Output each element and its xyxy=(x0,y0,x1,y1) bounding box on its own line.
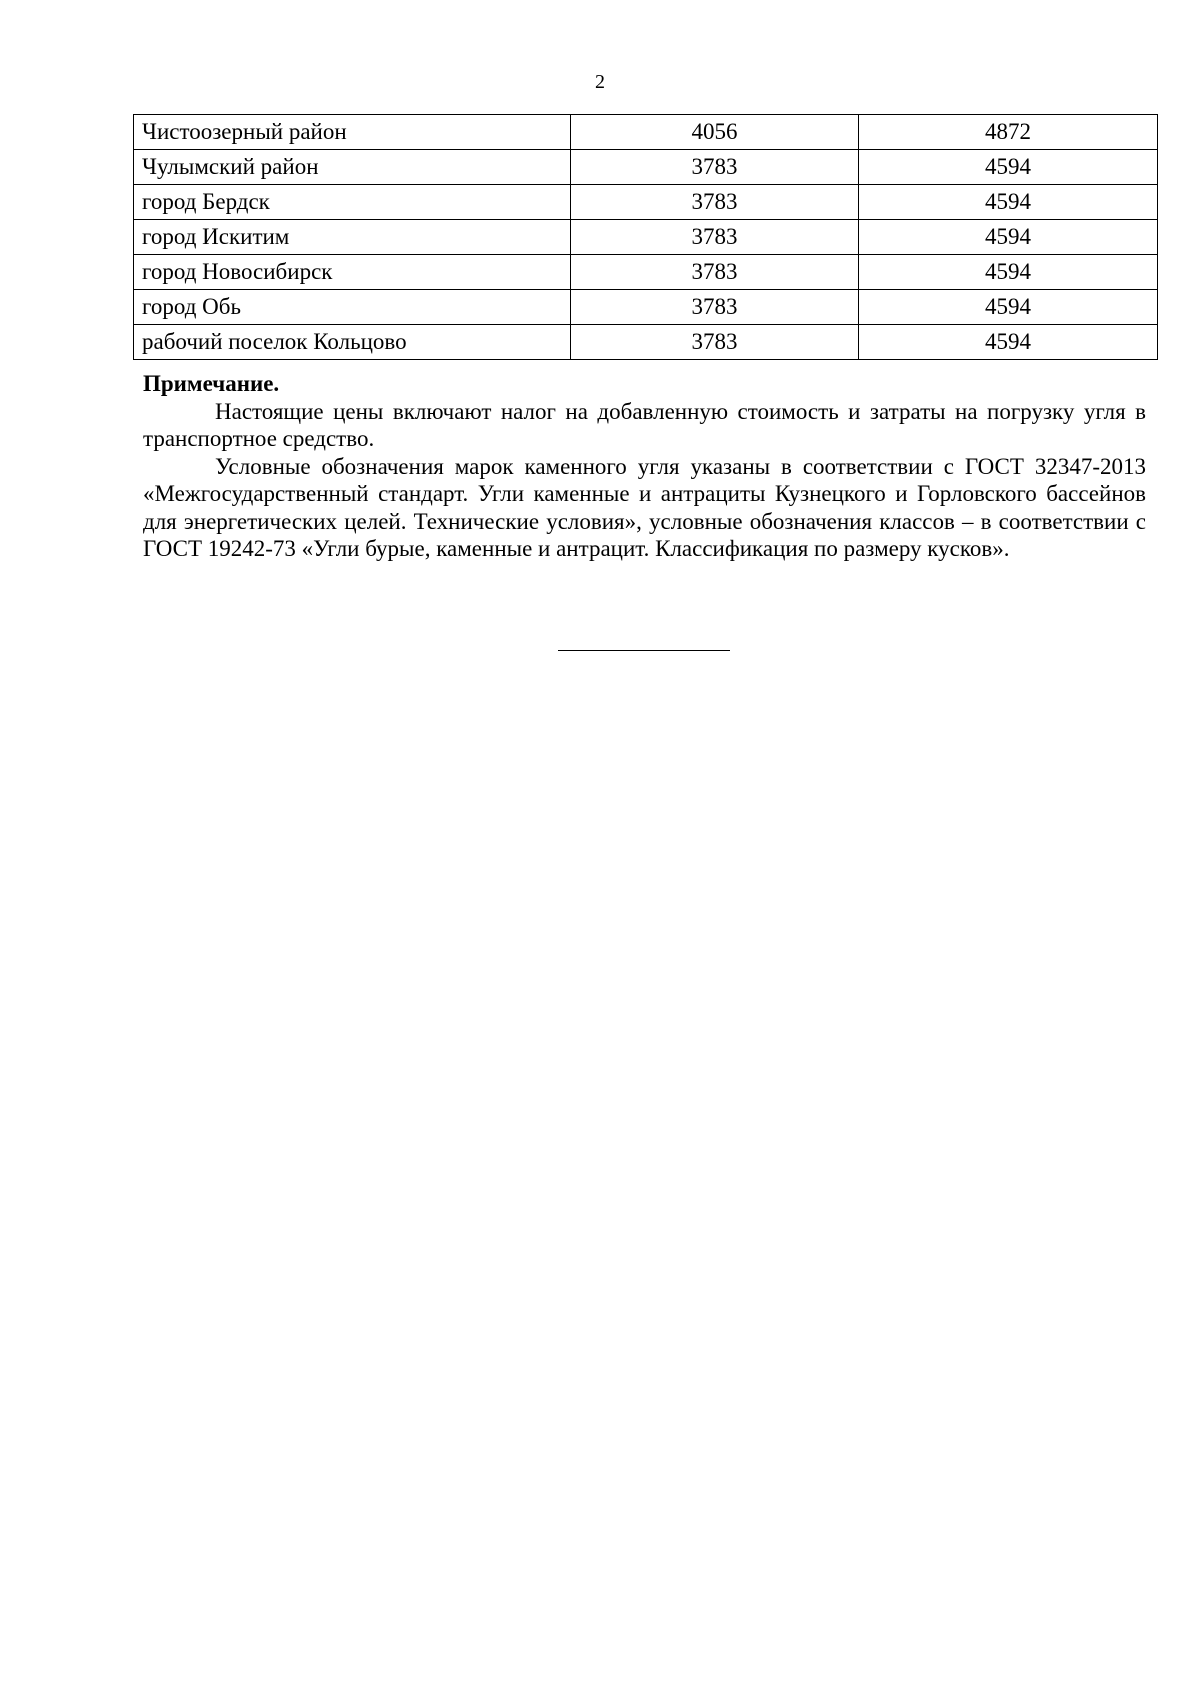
table-row xyxy=(134,255,1158,290)
price-cell-2: 4594 xyxy=(859,150,1158,185)
table-row xyxy=(134,325,1158,360)
price-cell-1: 3783 xyxy=(571,325,859,360)
coal-price-table xyxy=(133,114,1158,360)
table-row xyxy=(134,115,1158,150)
price-cell-1: 3783 xyxy=(571,150,859,185)
table-row xyxy=(134,220,1158,255)
municipality-cell: Чулымский район xyxy=(134,150,571,185)
note-title: Примечание. xyxy=(143,371,280,396)
price-cell-2: 4872 xyxy=(859,115,1158,150)
price-cell-2: 4594 xyxy=(859,255,1158,290)
municipality-cell: город Искитим xyxy=(134,220,571,255)
municipality-cell: город Новосибирск xyxy=(134,255,571,290)
municipality-cell: рабочий поселок Кольцово xyxy=(134,325,571,360)
table-row xyxy=(134,290,1158,325)
document-end-rule xyxy=(558,650,730,651)
price-cell-2: 4594 xyxy=(859,220,1158,255)
note-paragraph-vat: Настоящие цены включают налог на добавленную стоимость и затраты на погрузку угля в транспортное средство. xyxy=(143,398,1146,451)
price-cell-1: 3783 xyxy=(571,255,859,290)
price-cell-1: 3783 xyxy=(571,220,859,255)
price-cell-2: 4594 xyxy=(859,325,1158,360)
municipality-cell: Чистоозерный район xyxy=(134,115,571,150)
note-paragraph-gost: Условные обозначения марок каменного угля указаны в соответствии с ГОСТ 32347-2013 «Межгосударственный стандарт. Угли каменные и антрациты Кузнецкого и Горловского бассейнов для энергетических целей. Технические условия», условные обозначения классов – в соответствии с ГОСТ 19242-73 «Угли бурые, каменные и антрацит. Классификация по размеру кусков». xyxy=(143,453,1146,561)
price-cell-1: 3783 xyxy=(571,185,859,220)
municipality-cell: город Бердск xyxy=(134,185,571,220)
municipality-cell: город Обь xyxy=(134,290,571,325)
note-block xyxy=(143,370,1146,563)
table-row xyxy=(134,185,1158,220)
price-cell-2: 4594 xyxy=(859,185,1158,220)
price-cell-1: 4056 xyxy=(571,115,859,150)
price-cell-1: 3783 xyxy=(571,290,859,325)
price-cell-2: 4594 xyxy=(859,290,1158,325)
page-number: 2 xyxy=(595,71,605,93)
table-row xyxy=(134,150,1158,185)
